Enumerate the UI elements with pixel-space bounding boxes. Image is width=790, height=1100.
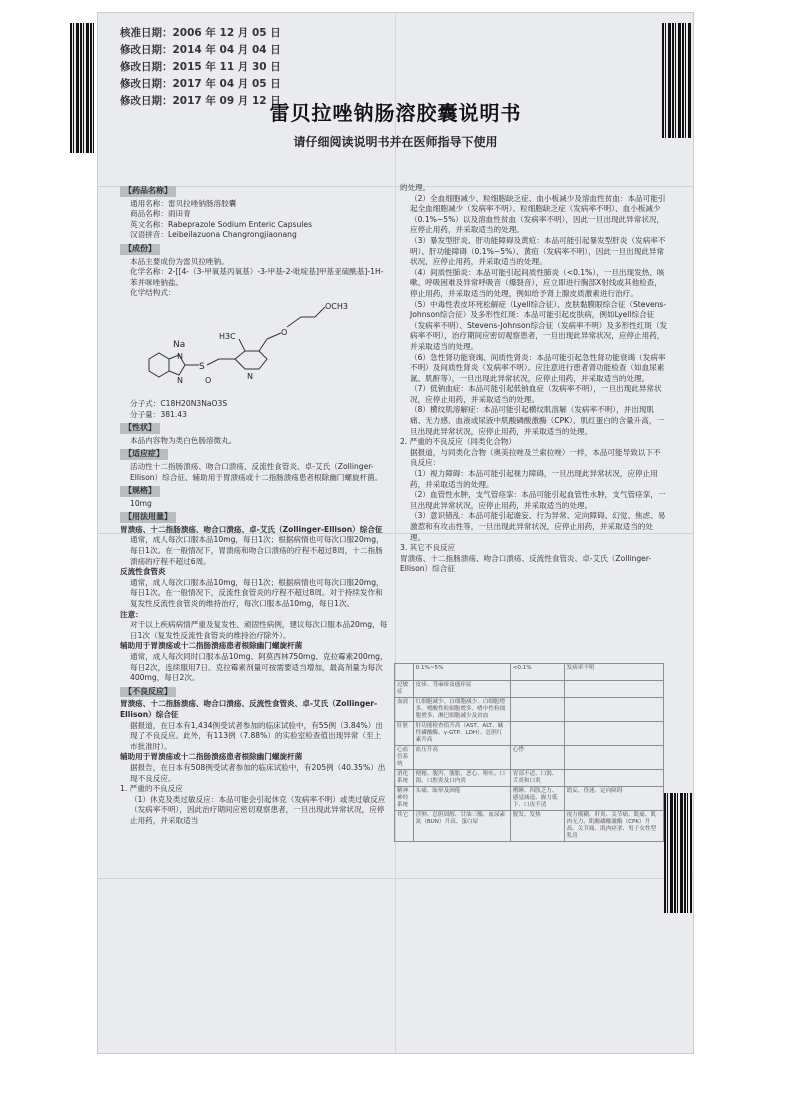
table-cell: 消化系统 xyxy=(395,770,414,787)
document-title: 雷贝拉唑钠肠溶胶囊说明书 xyxy=(269,101,522,125)
table-row xyxy=(395,787,664,811)
usage-text: 通常，成人每次口服本品10mg，每日1次；根据病情也可每次口服20mg，每日1次。在一般情况下，反流性食管炎的疗程不超过8周。对于持续发作和复发性反流性食管炎的维持治疗，每次口服本品10mg，每日1次。 xyxy=(130,577,384,609)
table-cell: 过敏症 xyxy=(395,681,414,698)
oxygen-label: O xyxy=(205,375,212,385)
chemical-name: 化学名称：2-[[4-（3-甲氧基丙氧基）-3-甲基-2-吡啶基]甲基亚硫酰基]-1H-苯并咪唑钠盐。 xyxy=(130,267,384,287)
table-cell: 浮肿、总胆固醇、甘油三酯、血尿素氮（BUN）升高、蛋白尿 xyxy=(413,811,510,842)
table-cell: 皮疹、荨麻疹及瘙痒症 xyxy=(413,681,510,698)
approval-date: 核准日期：2006 年 12 月 05 日 xyxy=(120,27,281,39)
adverse-subheading: 1. 严重的不良反应 xyxy=(120,784,183,794)
adverse-text: 据报告，在日本有508例受试者参加的临床试验中，有205例（40.35%）出现不良反应。 xyxy=(130,762,386,783)
methoxy-label: OCH3 xyxy=(325,301,348,311)
body-text: （1）视力障碍：本品可能引起视力障碍，一旦出现此异常状况，应停止用药，并采取适当的处理。 xyxy=(410,469,658,489)
molecular-weight: 分子量：381.43 xyxy=(130,409,187,419)
subheading: 3. 其它不良反应 xyxy=(400,543,456,553)
table-cell xyxy=(510,722,564,746)
table-header-cell xyxy=(395,664,414,681)
body-text: （3）暴发型肝炎、肝功能障碍及黄疸：本品可能引起暴发型肝炎（发病率不明）、肝功能障碍（0.1%~5%）、黄疸（发病率不明），因此一旦出现此异常状况，应停止用药，并采取适当的处理。 xyxy=(410,235,666,267)
table-cell: 精神神经系统 xyxy=(395,787,414,811)
table-cell: 其它 xyxy=(395,811,414,842)
table-cell: 嗜睡、四肢乏力、感觉减退、握力低下、口齿不清 xyxy=(510,787,564,811)
table-header-cell: 0.1%~5% xyxy=(413,664,510,681)
section-heading: 【不良反应】 xyxy=(120,687,176,698)
spec-text: 10mg xyxy=(130,498,152,508)
usage-subheading: 胃溃疡、十二指肠溃疡、吻合口溃疡、卓-艾氏（Zollinger-Ellison）综合征 xyxy=(120,524,383,534)
section-heading: 【规格】 xyxy=(120,486,160,497)
oxygen-label: O xyxy=(281,327,288,337)
revision-date: 修改日期：2017 年 09 月 12 日 xyxy=(120,95,281,107)
adverse-reaction-table xyxy=(394,663,664,842)
section-heading: 【性状】 xyxy=(120,423,160,434)
table-cell xyxy=(564,681,663,698)
adverse-text: 据报道，在日本有1,434例受试者参加的临床试验中，有55例（3.84%）出现了不良反应。此外，有113例（7.88%）的实验室检查值出现异常（至上市批准时）。 xyxy=(130,720,383,751)
document-subtitle: 请仔细阅读说明书并在医师指导下使用 xyxy=(293,135,498,149)
adverse-subheading: 辅助用于胃溃疡或十二指肠溃疡患者根除幽门螺旋杆菌 xyxy=(120,752,303,762)
section-heading: 【成份】 xyxy=(120,244,160,255)
table-cell: 肝功能检查值升高（AST、ALT、碱性磷酸酶、γ-GTP、LDH）、总胆红素升高 xyxy=(413,722,510,746)
table-header-cell: <0.1% xyxy=(510,664,564,681)
english-name: 英文名称：Rabeprazole Sodium Enteric Capsules xyxy=(130,219,313,229)
revision-date: 修改日期：2015 年 11 月 30 日 xyxy=(120,61,281,73)
pinyin-name: 汉语拼音：Leibeilazuona Changrongjiaonang xyxy=(130,230,297,240)
table-row xyxy=(395,746,664,770)
section-heading: 【用法用量】 xyxy=(120,512,176,523)
body-text: （4）间质性肺炎：本品可能引起间质性肺炎（<0.1%），一旦出现发热、咳嗽、呼吸困难及异常呼吸音（爆裂音），应立即进行胸部X射线或其他检查，停止用药，并采取适当的处理，例如给予肾上腺皮质激素进行治疗。 xyxy=(410,267,665,298)
table-cell xyxy=(564,722,663,746)
table-cell xyxy=(564,770,663,787)
body-text: （2）血管性水肿，支气管痉挛：本品可能引起血管性水肿，支气管痉挛，一旦出现此异常状况，应停止用药，并采取适当的处理。 xyxy=(410,490,666,510)
usage-text: 通常，成人每次同时口服本品10mg、阿莫西林750mg、克拉霉素200mg，每日2次，连续服用7日。克拉霉素剂量可按需要适当增加，最高剂量为每次400mg，每日2次。 xyxy=(130,652,388,683)
revision-date: 修改日期：2014 年 04 月 04 日 xyxy=(120,44,281,56)
molecular-formula: 分子式：C18H20N3NaO3S xyxy=(130,398,228,408)
body-text: （2）全血细胞减少、粒细胞缺乏症、血小板减少及溶血性贫血：本品可能引起全血细胞减少（发病率不明）、粒细胞缺乏症（发病率不明）、血小板减少（0.1%~5%）以及溶血性贫血（发病率不明），因此一旦出现此异常状况，应停止用药，并采取适当的处理。 xyxy=(410,193,666,235)
sulfur-label: S xyxy=(199,361,205,372)
revision-date: 修改日期：2017 年 04 月 05 日 xyxy=(120,78,281,90)
table-cell: 红细胞减少、白细胞减少、白细胞增多、嗜酸性粒细胞增多、嗜中性粒细胞增多、淋巴细胞减少及贫血 xyxy=(413,698,510,722)
body-text: （7）低钠血症：本品可能引起低钠血症（发病率不明），一旦出现此异常状况，应停止用药，并采取适当的处理。 xyxy=(410,384,662,404)
table-cell: 谵妄、昏迷、定向障碍 xyxy=(564,787,663,811)
body-text: （3）意识错乱：本品可能引起谵妄、行为异常、定向障碍、幻觉、焦虑、易激惹和有攻击性等，一旦出现此异常状况，应停止用药，并采取适当的处理。 xyxy=(410,511,666,542)
body-text: 胃溃疡、十二指肠溃疡、吻合口溃疡、反流性食管炎、卓-艾氏（Zollinger-Ellison）综合征 xyxy=(400,553,652,574)
table-cell: 脱发、发热 xyxy=(510,811,564,842)
trade-name: 商品名称：雨田青 xyxy=(130,209,191,219)
table-header-cell: 发病率不明 xyxy=(564,664,663,681)
table-cell xyxy=(510,698,564,722)
adverse-text: （1）休克及类过敏反应：本品可能会引起休克（发病率不明）或类过敏反应（发病率不明），因此治疗期间应密切观察患者，一旦出现此异常状况，应停止用药，并采取适当 xyxy=(130,794,386,825)
body-text: （5）中毒性表皮坏死松解症（Lyell综合征）、皮肤黏膜眼综合征（Stevens-Johnson综合征）及多形性红斑：本品可能引起皮肤病，例如Lyell综合征（发病率不明）、Stevens-Johnson综合征（发病率不明）及多形性红斑（发病率不明），治疗期间应密切观察患者，一旦出现此异常状况，应停止用药，并采取适当的处理。 xyxy=(410,299,668,351)
indication-text: 活动性十二指肠溃疡、吻合口溃疡、反流性食管炎、卓-艾氏（Zollinger-Ellison）综合征、辅助用于胃溃疡或十二指肠溃疡患者根除幽门螺旋杆菌。 xyxy=(130,461,383,482)
table-row xyxy=(395,811,664,842)
body-text: 的处理。 xyxy=(400,183,431,192)
barcode-right-bottom xyxy=(664,793,692,913)
methyl-label: H3C xyxy=(219,331,236,341)
sodium-label: Na xyxy=(173,339,186,350)
table-row xyxy=(395,698,664,722)
note-label: 注意： xyxy=(120,609,143,619)
right-column xyxy=(400,183,668,575)
note-text: 对于以上疾病病情严重及复发性、顽固性病例，建议每次口服本品20mg，每日1次（复发性反流性食管炎的维持治疗除外）。 xyxy=(130,620,388,640)
usage-subheading: 辅助用于胃溃疡或十二指肠溃疡患者根除幽门螺旋杆菌 xyxy=(120,641,303,651)
table-header-row xyxy=(395,664,664,681)
generic-name: 通用名称：雷贝拉唑钠肠溶胶囊 xyxy=(130,198,237,208)
table-cell xyxy=(564,698,663,722)
table-cell: 便秘、腹泻、腹胀、恶心、呕吐、口渴、口腔炎及口内炎 xyxy=(413,770,510,787)
usage-subheading: 反流性食管炎 xyxy=(120,567,166,577)
leaflet-sheet xyxy=(97,12,694,1054)
section-heading: 【药品名称】 xyxy=(120,186,176,197)
subheading: 2. 严重的不良反应（同类化合物） xyxy=(400,437,516,447)
table-cell: 心血管系统 xyxy=(395,746,414,770)
body-text: 据报道，与同类化合物（奥美拉唑及兰索拉唑）一样，本品可能导致以下不良反应： xyxy=(410,447,661,468)
table-cell: 胃部不适、口渴、舌炎和口炎 xyxy=(510,770,564,787)
table-cell: 血液 xyxy=(395,698,414,722)
left-column xyxy=(120,183,388,827)
table-row xyxy=(395,770,664,787)
fold-line xyxy=(395,13,396,1053)
nitrogen-label: N xyxy=(177,375,183,385)
character-text: 本品内容物为类白色肠溶微丸。 xyxy=(130,435,237,445)
barcode-left xyxy=(70,23,94,153)
table-row xyxy=(395,722,664,746)
table-cell: 血压升高 xyxy=(413,746,510,770)
table-row xyxy=(395,681,664,698)
adverse-subheading: 胃溃疡、十二指肠溃疡、吻合口溃疡、反流性食管炎、卓-艾氏（Zollinger-Ellison）综合征 xyxy=(120,699,378,719)
table-cell: 头痛、眩晕及困倦 xyxy=(413,787,510,811)
body-text: （6）急性肾功能衰竭、间质性肾炎：本品可能引起急性肾功能衰竭（发病率不明）及间质性肾炎（发病率不明）。应注意进行患者肾功能检查（如血尿素氮、肌酐等），一旦出现此异常状况，应停止用药，并采取适当的处理。 xyxy=(410,352,666,383)
table-cell: 视力模糊、肝炎、关节痛、肌痛、肌肉无力、肌酸磷酸激酶（CPK）升高、关节痛、肌肉痉挛、男子女性型乳房 xyxy=(564,811,663,842)
usage-text: 通常，成人每次口服本品10mg，每日1次；根据病情也可每次口服20mg，每日1次。在一般情况下，胃溃疡和吻合口溃疡的疗程不超过8周，十二指肠溃疡的疗程不超过6周。 xyxy=(130,535,384,566)
table-cell: 心悸 xyxy=(510,746,564,770)
composition-text: 本品主要成份为雷贝拉唑钠。 xyxy=(130,256,229,266)
section-heading: 【适应症】 xyxy=(120,449,168,460)
table-cell xyxy=(510,681,564,698)
table-cell: 肝脏 xyxy=(395,722,414,746)
structure-label: 化学结构式： xyxy=(130,288,176,298)
chemical-structure xyxy=(135,299,365,399)
table-cell xyxy=(564,746,663,770)
body-text: （8）横纹肌溶解症：本品可能引起横纹肌溶解（发病率不明），并出现肌痛、无力感、血液或尿液中肌酸磷酸激酶（CPK）、肌红蛋白的含量升高，一旦出现此异常状况，应停止用药，并采取适当的处理。 xyxy=(410,405,665,436)
nitrogen-label: N xyxy=(177,351,183,361)
pyridine-nitrogen-label: N xyxy=(247,371,253,381)
